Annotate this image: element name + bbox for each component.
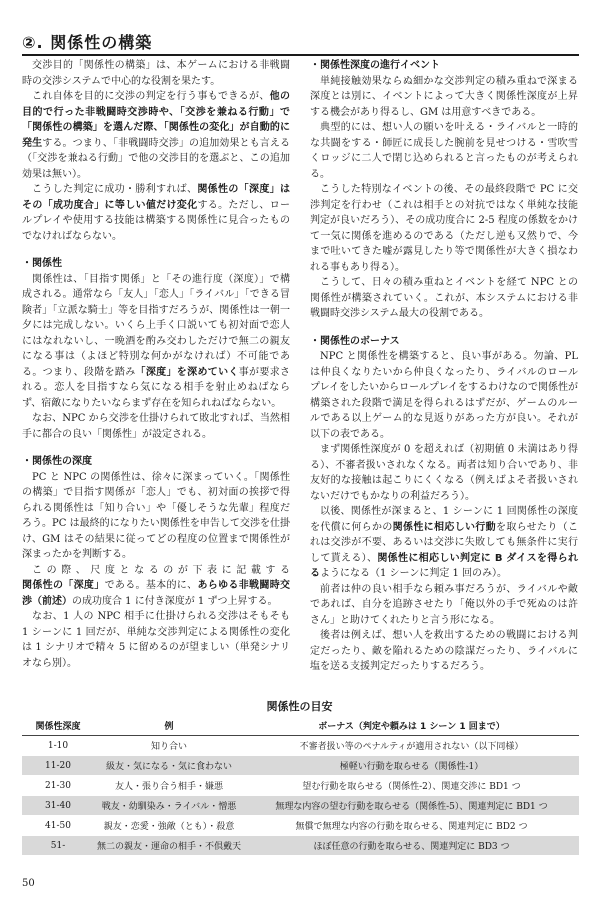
paragraph: 前者は仲の良い相手なら頼み事だろうが、ライバルや敵であれば、自分を追跡させたり「俺以外の手で死ぬのは許さん」と助けてくれたりと言う形になる。 xyxy=(310,583,578,626)
example-cell: 戦友・幼馴染み・ライバル・憎悪 xyxy=(94,796,244,816)
example-cell: 友人・張り合う相手・嫌悪 xyxy=(94,776,244,796)
right-column xyxy=(310,58,578,675)
paragraph: PC と NPC の関係性は、徐々に深まっていく。「関係性の構築」で目指す関係が「恋人」でも、初対面の挨拶で得られる関係性は「知り合い」や「優しそうな先輩」程度だろう。PC は最終的になりたい関係性を申告して交渉を仕掛け、GM はその結果に従ってどの程度の位置まで関係性が深まったかを判断する。 xyxy=(22,471,290,560)
depth-cell: 41-50 xyxy=(22,816,94,836)
bonus-cell: 無理な内容の望む行動を取らせる（関係性-5）、関連判定に BD1 つ xyxy=(244,796,579,816)
paragraph: なお、1 人の NPC 相手に仕掛けられる交渉はそもそも 1 シーンに 1 回だが、単純な交渉判定による関係性の変化は 1 シナリオで精々 5 に留めるのが望ましい（単発シナリオなら別）。 xyxy=(22,611,290,669)
paragraph: なお、NPC から交渉を仕掛けられて敗北すれば、当然相手に都合の良い「関係性」が設定される。 xyxy=(22,413,290,440)
table-header-row xyxy=(22,716,579,736)
example-cell: 級友・気になる・気に食わない xyxy=(94,756,244,776)
depth-cell: 1-10 xyxy=(22,736,94,756)
paragraph: この際、尺度となるのが下表に記載する関係性の「深度」である。基本的に、あらゆる非戦闘時交渉（前述）の成功度合 1 に付き深度が 1 ずつ上昇する。 xyxy=(22,564,291,607)
depth-cell: 21-30 xyxy=(22,776,94,796)
table-row xyxy=(22,756,579,776)
depth-cell: 31-40 xyxy=(22,796,94,816)
paragraph: 交渉目的「関係性の構築」は、本ゲームにおける非戦闘時の交渉システムで中心的な役割を果たす。 xyxy=(22,60,290,87)
column-header: 関係性深度 xyxy=(22,716,94,736)
paragraph: 単純接触効果ならぬ細かな交渉判定の積み重ねで深まる深度とは別に、イベントによって大きく関係性深度が上昇する機会があり得るし、GM は用意すべきである。 xyxy=(310,75,578,118)
section-heading: ・関係性のボーナス xyxy=(310,335,400,347)
bonus-cell: ほぼ任意の行動を取らせる、関連判定に BD3 つ xyxy=(244,836,579,856)
column-header: ボーナス（判定や頼みは 1 シーン 1 回まで） xyxy=(244,716,579,736)
table-row xyxy=(22,796,579,816)
paragraph: こうした特別なイベントの後、その最終段階で PC に交渉判定を行わせ（これは相手との対抗ではなく単純な技能判定が良いだろう）、その成功度合に 2-5 程度の係数をかけて一気に関係を進めるのである（ただし逆も又然りで、今まで吐いてきた嘘が露見したり等で関係性が大きく損なわれる事もあり得る）。 xyxy=(310,184,578,273)
column-header: 例 xyxy=(94,716,244,736)
table-row xyxy=(22,836,579,856)
bonus-cell: 不審者扱い等のペナルティが適用されない（以下同様） xyxy=(244,736,579,756)
left-column xyxy=(22,58,290,671)
example-cell: 親友・恋愛・強敵（とも）・殺意 xyxy=(94,816,244,836)
title-rule xyxy=(22,54,579,56)
paragraph: 典型的には、想い人の願いを叶える・ライバルと一時的な共闘をする・師匠に成長した腕前を見せつける・雪吹雪くロッジに二人で閉じ込められると言ったものが考えられる。 xyxy=(310,122,578,180)
bonus-cell: 無償で無理な内容の行動を取らせる、関連判定に BD2 つ xyxy=(244,816,579,836)
bonus-cell: 望む行動を取らせる（関係性-2）、関連交渉に BD1 つ xyxy=(244,776,579,796)
bonus-cell: 極軽い行動を取らせる（関係性-1） xyxy=(244,756,579,776)
table-row xyxy=(22,816,579,836)
paragraph: まず関係性深度が 0 を超えれば（初期値 0 未満はあり得る）、不審者扱いされなくなる。両者は知り合いであり、非友好的な接触は起こりにくくなる（例えばよそ者扱いされないだけでもかなりの利益だろう）。 xyxy=(310,444,578,502)
paragraph: 後者は例えば、想い人を救出するための戦闘における判定だったり、敵を陥れるための陰謀だったり、ライバルに塩を送る支援判定だったりするだろう。 xyxy=(310,630,578,672)
table-title: 関係性の目安 xyxy=(266,700,333,713)
paragraph: こうした判定に成功・勝利すれば、関係性の「深度」はその「成功度合」に等しい値だけ変化する。ただし、ロールプレイや使用する技能は構築する関係性に見合ったものでなければならない。 xyxy=(22,184,291,242)
table-row xyxy=(22,736,579,756)
paragraph: 以後、関係性が深まると、1 シーンに 1 回関係性の深度を代償に何らかの関係性に相応しい行動を取らせたり（これは交渉が不要、あるいは交渉に失敗しても無条件に実行して貰える）、関係性に相応しい判定に B ダイスを得られるようになる（1 シーンに判定 1 回のみ）。 xyxy=(310,506,579,579)
relationship-table xyxy=(22,716,579,856)
paragraph: これ自体を目的に交渉の判定を行う事もできるが、他の目的で行った非戦闘時交渉時や、「交渉を兼ねる行動」で「関係性の構築」を選んだ際、「関係性の変化」が自動的に発生する。つまり、「非戦闘時交渉」の追加効果とも言える（「交渉を兼ねる行動」で他の交渉目的を選ぶと、この追加効果は無い）。 xyxy=(22,91,291,180)
paragraph: NPC と関係性を構築すると、良い事がある。勿論、PL は仲良くなりたいから仲良くなったり、ライバルのロールプレイをしたいからロールプレイをするわけなので関係性が構築された段階で満足を得られるはずだが、ゲームのルールである以上ゲーム的な見返りがあった方が良い。それが以下の表である。 xyxy=(310,351,578,440)
section-heading: ・関係性深度の進行イベント xyxy=(310,60,440,71)
depth-cell: 11-20 xyxy=(22,756,94,776)
table-row xyxy=(22,776,579,796)
section-heading: ・関係性の深度 xyxy=(22,456,92,467)
section-heading: ・関係性 xyxy=(22,258,62,269)
example-cell: 知り合い xyxy=(94,736,244,756)
depth-cell: 51- xyxy=(22,836,94,856)
example-cell: 無二の親友・運命の相手・不倶戴天 xyxy=(94,836,244,856)
page-title: ②. 関係性の構築 xyxy=(22,33,153,52)
paragraph: 関係性は、「目指す関係」と「その進行度（深度）」で構成される。通常なら「友人」「恋人」「ライバル」「できる冒険者」「立派な騎士」等を目指すだろうが、関係性は一朝一夕には完成しない。いくら上手く口説いても初対面で恋人にはなれないし、一晩酒を酌み交わしただけで無二の親友になる事は（よほど特別な何かがなければ）不可能である。つまり、段階を踏み「深度」を深めていく事が要求される。恋人を目指すなら気になる相手を射止めねばならず、宿敵になりたいならまず存在を知られねばならない。 xyxy=(22,273,291,409)
paragraph: こうして、日々の積み重ねとイベントを経て NPC との関係性が構築されていく。これが、本システムにおける非戦闘時交渉システム最大の役割である。 xyxy=(310,277,578,319)
page-number: 50 xyxy=(22,878,35,889)
